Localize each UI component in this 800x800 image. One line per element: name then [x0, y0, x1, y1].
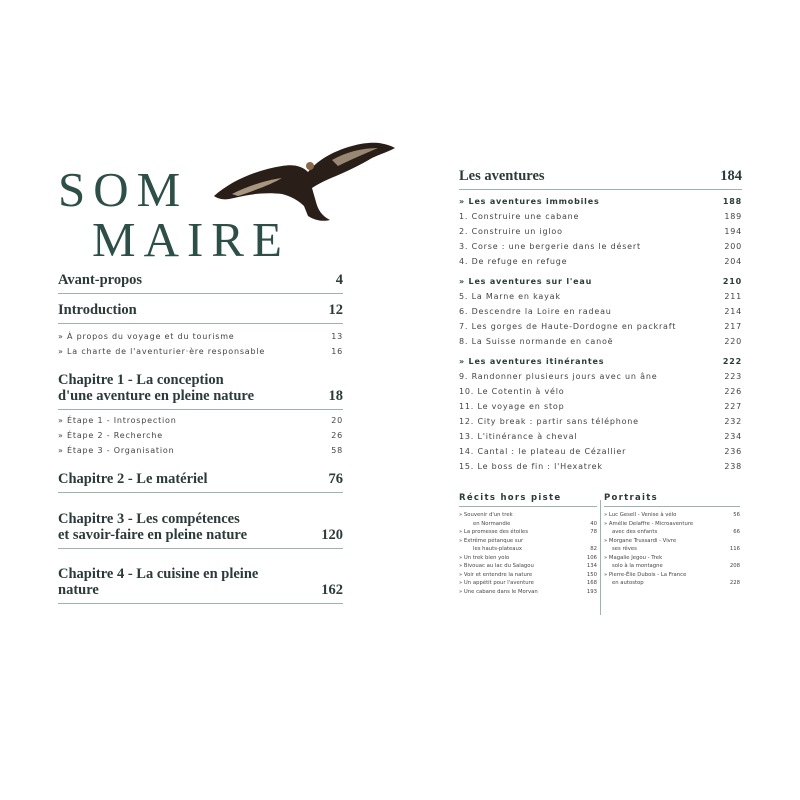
chapter-2-label: Chapitre 2 - Le matériel — [58, 471, 208, 487]
list-item[interactable] — [459, 511, 597, 528]
eau-section — [459, 274, 742, 349]
title-line-1: SOM — [58, 162, 189, 217]
list-item[interactable] — [604, 554, 740, 571]
item-page: 78 — [590, 529, 597, 535]
item-label: 8. La Suisse normande en canoë — [459, 337, 614, 346]
section-heading[interactable] — [459, 354, 742, 369]
list-item[interactable] — [459, 588, 597, 597]
item-page: 56 — [733, 512, 740, 518]
list-item[interactable] — [604, 537, 740, 554]
eagle-illustration-icon — [212, 136, 397, 226]
sub-label: » La charte de l'aventurier·ère responsable — [58, 347, 266, 356]
item-label: 4. De refuge en refuge — [459, 257, 568, 266]
item-page: 223 — [724, 372, 742, 381]
introduction-entry[interactable] — [58, 302, 343, 324]
avant-propos-label: Avant-propos — [58, 272, 143, 288]
list-item[interactable] — [459, 579, 597, 588]
section-heading-label: » Les aventures itinérantes — [459, 357, 605, 366]
itinerantes-section — [459, 354, 742, 474]
item-label-2: ses rêves — [612, 546, 637, 552]
item-label: 2. Construire un igloo — [459, 227, 563, 236]
list-item[interactable] — [459, 528, 597, 537]
list-item[interactable] — [459, 537, 597, 554]
chapter-1-line-2: d'une aventure en pleine nature — [58, 388, 255, 404]
item-label-2: avec des enfants — [612, 529, 658, 535]
item-label: » Un appétit pour l'aventure — [459, 580, 534, 586]
chapter-1-line-1: Chapitre 1 - La conception — [58, 372, 224, 388]
section-heading-page: 210 — [722, 277, 742, 286]
chapter-4-line-2: nature — [58, 582, 99, 598]
title-line-2: MAIRE — [92, 212, 290, 267]
sub-label: » À propos du voyage et du tourisme — [58, 332, 235, 341]
item-page: 193 — [586, 588, 597, 595]
immobiles-section — [459, 194, 742, 269]
item-label: » Bivouac au lac du Salagou — [459, 563, 534, 569]
aventures-entry[interactable] — [459, 168, 742, 190]
section-heading-page: 188 — [722, 197, 742, 206]
aventures-page: 184 — [720, 168, 742, 184]
recits-heading: Récits hors piste — [459, 493, 597, 507]
item-label: 6. Descendre la Loire en radeau — [459, 307, 612, 316]
item-page: 228 — [729, 580, 740, 586]
chapter-2-page: 76 — [328, 471, 343, 487]
list-item[interactable] — [459, 319, 742, 334]
chapter-3-entry[interactable] — [58, 511, 343, 549]
chapter-4-entry[interactable] — [58, 566, 343, 604]
item-page: 82 — [590, 546, 597, 552]
list-item[interactable] — [459, 369, 742, 384]
item-label: » Un trek bien yolo — [459, 554, 510, 561]
list-item[interactable] — [459, 209, 742, 224]
item-label: 14. Cantal : le plateau de Cézallier — [459, 447, 627, 456]
item-page: 220 — [724, 337, 742, 346]
chapter-2-entry[interactable] — [58, 471, 343, 493]
list-item[interactable] — [58, 413, 343, 428]
item-label-2: en Normandie — [473, 520, 511, 527]
list-item[interactable] — [459, 384, 742, 399]
sub-page: 26 — [331, 431, 343, 440]
list-item[interactable] — [459, 224, 742, 239]
chapter-1-subsections — [58, 413, 343, 458]
list-item[interactable] — [459, 414, 742, 429]
item-page: 40 — [590, 520, 597, 527]
item-page: 226 — [724, 387, 742, 396]
list-item[interactable] — [58, 329, 343, 344]
list-item[interactable] — [459, 571, 597, 580]
item-label: » La promesse des étoiles — [459, 529, 528, 535]
item-label-2: en autostop — [612, 580, 644, 586]
sub-page: 16 — [331, 347, 343, 356]
column-divider — [600, 500, 601, 615]
sub-label: » Étape 2 - Recherche — [58, 431, 163, 440]
chapter-3-line-2: et savoir-faire en pleine nature — [58, 527, 248, 543]
sub-label: » Étape 3 - Organisation — [58, 446, 175, 455]
recits-hors-piste-section — [459, 493, 597, 596]
item-label-2: solo à la montagne — [612, 563, 663, 569]
item-page: 238 — [724, 462, 742, 471]
list-item[interactable] — [459, 289, 742, 304]
item-page: 66 — [733, 529, 740, 535]
item-label-2: les hauts-plateaux — [473, 546, 523, 552]
item-page: 134 — [586, 563, 597, 569]
item-label: » Morgane Trussardi - Vivre — [604, 537, 677, 544]
list-item[interactable] — [604, 520, 740, 537]
sub-page: 13 — [331, 332, 343, 341]
item-label: 7. Les gorges de Haute-Dordogne en packraft — [459, 322, 677, 331]
list-item[interactable] — [459, 444, 742, 459]
list-item[interactable] — [58, 344, 343, 359]
item-label: 12. City break : partir sans téléphone — [459, 417, 639, 426]
item-label: 11. Le voyage en stop — [459, 402, 565, 411]
item-page: 194 — [724, 227, 742, 236]
item-label: » Amélie Delaffre - Microaventure — [604, 520, 694, 527]
item-label: 1. Construire une cabane — [459, 212, 580, 221]
item-page: 234 — [724, 432, 742, 441]
portraits-heading: Portraits — [604, 493, 740, 507]
list-item[interactable] — [58, 428, 343, 443]
list-item[interactable] — [459, 459, 742, 474]
item-page: 208 — [729, 563, 740, 569]
item-page: 150 — [586, 571, 597, 578]
portraits-section — [604, 493, 740, 588]
section-heading[interactable] — [459, 194, 742, 209]
item-label: » Luc Gesell - Venise à vélo — [604, 512, 677, 518]
section-heading-page: 222 — [722, 357, 742, 366]
list-item[interactable] — [459, 304, 742, 319]
chapter-1-entry[interactable] — [58, 372, 343, 410]
item-page: 227 — [724, 402, 742, 411]
list-item[interactable] — [604, 511, 740, 520]
sub-page: 20 — [331, 416, 343, 425]
chapter-4-page: 162 — [321, 582, 343, 598]
section-heading[interactable] — [459, 274, 742, 289]
avant-propos-entry[interactable] — [58, 272, 343, 294]
list-item[interactable] — [459, 562, 597, 571]
list-item[interactable] — [604, 571, 740, 588]
list-item[interactable] — [459, 239, 742, 254]
item-label: » Souvenir d'un trek — [459, 512, 513, 518]
avant-propos-page: 4 — [335, 272, 343, 288]
sub-label: » Étape 1 - Introspection — [58, 416, 177, 425]
item-label: 5. La Marne en kayak — [459, 292, 561, 301]
item-page: 217 — [724, 322, 742, 331]
sub-page: 58 — [331, 446, 343, 455]
item-page: 106 — [586, 554, 597, 561]
introduction-page: 12 — [328, 302, 343, 318]
item-label: » Extrême pétanque sur — [459, 537, 524, 544]
item-label: 15. Le boss de fin : l'Hexatrek — [459, 462, 603, 471]
chapter-1-page: 18 — [328, 388, 343, 404]
item-label: 3. Corse : une bergerie dans le désert — [459, 242, 641, 251]
section-heading-label: » Les aventures immobiles — [459, 197, 600, 206]
list-item[interactable] — [459, 554, 597, 563]
section-heading-label: » Les aventures sur l'eau — [459, 277, 593, 286]
list-item[interactable] — [58, 443, 343, 458]
item-page: 200 — [724, 242, 742, 251]
item-page: 189 — [724, 212, 742, 221]
chapter-3-page: 120 — [321, 527, 343, 543]
introduction-label: Introduction — [58, 302, 137, 318]
item-label: » Une cabane dans le Morvan — [459, 588, 538, 595]
chapter-4-line-1: Chapitre 4 - La cuisine en pleine — [58, 566, 259, 582]
list-item[interactable] — [459, 334, 742, 349]
introduction-subsections — [58, 329, 343, 359]
item-page: 232 — [724, 417, 742, 426]
item-page: 204 — [724, 257, 742, 266]
item-label: » Magalie Jegou - Trek — [604, 554, 663, 561]
item-label: 10. Le Cotentin à vélo — [459, 387, 565, 396]
item-page: 116 — [729, 546, 740, 552]
item-page: 214 — [724, 307, 742, 316]
item-label: » Voir et entendre la nature — [459, 571, 533, 578]
chapter-3-line-1: Chapitre 3 - Les compétences — [58, 511, 240, 527]
item-label: » Pierre-Élie Dubois - La France — [604, 571, 687, 578]
item-page: 168 — [586, 580, 597, 586]
item-page: 211 — [724, 292, 742, 301]
list-item[interactable] — [459, 254, 742, 269]
item-label: 9. Randonner plusieurs jours avec un âne — [459, 372, 658, 381]
list-item[interactable] — [459, 399, 742, 414]
item-page: 236 — [724, 447, 742, 456]
item-label: 13. L'itinérance à cheval — [459, 432, 578, 441]
list-item[interactable] — [459, 429, 742, 444]
aventures-label: Les aventures — [459, 168, 545, 184]
